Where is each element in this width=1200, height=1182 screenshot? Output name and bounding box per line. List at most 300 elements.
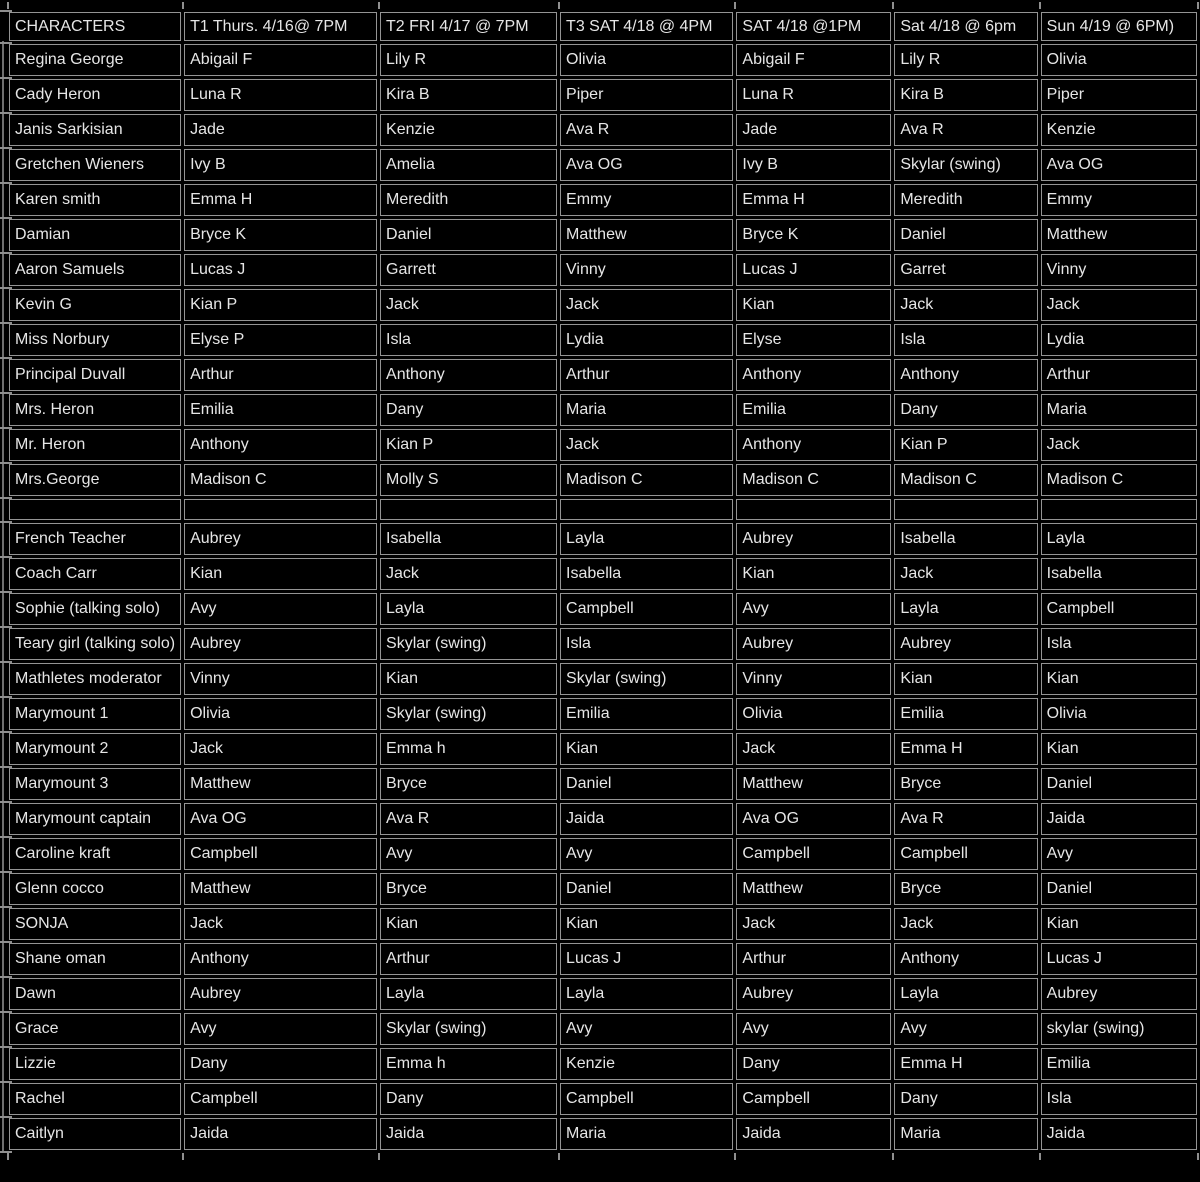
grid-artifact	[0, 322, 12, 324]
cast-cell[interactable]: Skylar (swing)	[380, 628, 557, 660]
cast-cell[interactable]: Dany	[894, 394, 1037, 426]
cast-cell[interactable]: Campbell	[184, 1083, 377, 1115]
cast-cell[interactable]: Kian P	[184, 289, 377, 321]
grid-artifact	[892, 1153, 894, 1160]
cast-cell[interactable]: Anthony	[894, 943, 1037, 975]
cast-row	[9, 289, 1197, 321]
grid-artifact	[0, 766, 12, 768]
cast-cell[interactable]	[736, 499, 891, 520]
cast-cell[interactable]: Daniel	[1041, 873, 1197, 905]
column-header[interactable]: Sun 4/19 @ 6PM)	[1041, 12, 1197, 41]
cast-cell[interactable]: Isabella	[1041, 558, 1197, 590]
cast-cell[interactable]: Emilia	[736, 394, 891, 426]
character-cell[interactable]: Dawn	[9, 978, 181, 1010]
cast-cell[interactable]: Arthur	[380, 943, 557, 975]
grid-artifact	[0, 1116, 12, 1118]
character-cell[interactable]: Mrs.George	[9, 464, 181, 496]
cast-cell[interactable]: Jack	[560, 289, 733, 321]
cast-cell[interactable]: Jack	[736, 908, 891, 940]
grid-artifact	[0, 696, 12, 698]
cast-cell[interactable]: Arthur	[736, 943, 891, 975]
cast-cell[interactable]	[1041, 499, 1197, 520]
grid-artifact	[0, 661, 12, 663]
cast-cell[interactable]: Campbell	[894, 838, 1037, 870]
grid-artifact	[0, 10, 12, 12]
cast-cell[interactable]: Campbell	[184, 838, 377, 870]
cast-cell[interactable]: Campbell	[736, 1083, 891, 1115]
cast-cell[interactable]: Ava OG	[1041, 149, 1197, 181]
cast-row	[9, 394, 1197, 426]
cast-cell[interactable]: Emilia	[894, 698, 1037, 730]
grid-artifact	[734, 2, 736, 9]
cast-cell[interactable]: Kian	[736, 558, 891, 590]
column-header[interactable]: T1 Thurs. 4/16@ 7PM	[184, 12, 377, 41]
grid-artifact	[892, 2, 894, 9]
grid-artifact	[1197, 2, 1199, 9]
grid-artifact	[7, 1153, 9, 1160]
character-cell[interactable]: Principal Duvall	[9, 359, 181, 391]
cast-cell[interactable]: Vinny	[184, 663, 377, 695]
cast-cell[interactable]: Isla	[1041, 1083, 1197, 1115]
cast-cell[interactable]: Olivia	[560, 44, 733, 76]
cast-cell[interactable]: Emmy	[560, 184, 733, 216]
cast-cell[interactable]: Bryce	[894, 873, 1037, 905]
grid-artifact	[182, 2, 184, 9]
cast-cell[interactable]: Kian	[1041, 908, 1197, 940]
cast-cell[interactable]: Jack	[1041, 289, 1197, 321]
cast-cell[interactable]: Piper	[560, 79, 733, 111]
cast-cell[interactable]: Matthew	[184, 873, 377, 905]
character-cell[interactable]	[9, 499, 181, 520]
cast-cell[interactable]: Matthew	[736, 768, 891, 800]
cast-cell[interactable]: Kian	[894, 663, 1037, 695]
cast-row	[9, 254, 1197, 286]
cast-cell[interactable]: Matthew	[560, 219, 733, 251]
character-cell[interactable]: Shane oman	[9, 943, 181, 975]
cast-cell[interactable]: Anthony	[380, 359, 557, 391]
cast-cell[interactable]: Kian	[1041, 733, 1197, 765]
cast-cell[interactable]: Lucas J	[184, 254, 377, 286]
cast-cell[interactable]: Jade	[736, 114, 891, 146]
cast-cell[interactable]: Daniel	[560, 768, 733, 800]
cast-row	[9, 429, 1197, 461]
cast-cell[interactable]: Bryce	[380, 873, 557, 905]
cast-cell[interactable]	[560, 499, 733, 520]
cast-cell[interactable]: Olivia	[184, 698, 377, 730]
cast-cell[interactable]: Campbell	[560, 1083, 733, 1115]
cast-cell[interactable]: Jack	[184, 733, 377, 765]
cast-row	[9, 768, 1197, 800]
cast-cell[interactable]: Anthony	[184, 429, 377, 461]
cast-cell[interactable]: Luna R	[184, 79, 377, 111]
character-cell[interactable]: Gretchen Wieners	[9, 149, 181, 181]
cast-cell[interactable]: Olivia	[736, 698, 891, 730]
cast-cell[interactable]: Lucas J	[1041, 943, 1197, 975]
character-cell[interactable]: Marymount captain	[9, 803, 181, 835]
cast-table-body	[9, 44, 1197, 1150]
cast-cell[interactable]: Luna R	[736, 79, 891, 111]
cast-table	[6, 9, 1200, 1153]
cast-cell[interactable]: Campbell	[1041, 593, 1197, 625]
cast-row	[9, 803, 1197, 835]
cast-cell[interactable]: Maria	[560, 394, 733, 426]
cast-cell[interactable]: Kian	[560, 908, 733, 940]
cast-cell[interactable]: Kenzie	[380, 114, 557, 146]
grid-artifact	[0, 287, 12, 289]
cast-cell[interactable]: Jaida	[1041, 803, 1197, 835]
cast-cell[interactable]: Ava R	[380, 803, 557, 835]
cast-cell[interactable]: Garrett	[380, 254, 557, 286]
cast-cell[interactable]: Ava OG	[736, 803, 891, 835]
character-cell[interactable]: Cady Heron	[9, 79, 181, 111]
cast-cell[interactable]: Jack	[894, 908, 1037, 940]
cast-cell[interactable]: Matthew	[736, 873, 891, 905]
cast-cell[interactable]: Emilia	[1041, 1048, 1197, 1080]
cast-cell[interactable]: Kira B	[894, 79, 1037, 111]
cast-cell[interactable]: Aubrey	[1041, 978, 1197, 1010]
cast-cell[interactable]: Elyse	[736, 324, 891, 356]
cast-cell[interactable]: Dany	[380, 394, 557, 426]
cast-cell[interactable]: Avy	[560, 1013, 733, 1045]
cast-cell[interactable]: Aubrey	[894, 628, 1037, 660]
cast-cell[interactable]: Aubrey	[184, 978, 377, 1010]
cast-cell[interactable]: Lucas J	[560, 943, 733, 975]
cast-cell[interactable]: Isla	[1041, 628, 1197, 660]
grid-artifact	[0, 112, 12, 114]
cast-cell[interactable]: Layla	[560, 978, 733, 1010]
cast-cell[interactable]: Jack	[560, 429, 733, 461]
cast-cell[interactable]: Avy	[184, 1013, 377, 1045]
cast-cell[interactable]: Arthur	[560, 359, 733, 391]
cast-cell[interactable]: Anthony	[894, 359, 1037, 391]
cast-cell[interactable]: Arthur	[184, 359, 377, 391]
character-cell[interactable]: Marymount 2	[9, 733, 181, 765]
cast-cell[interactable]: Ivy B	[736, 149, 891, 181]
grid-artifact	[0, 941, 12, 943]
character-cell[interactable]: Mathletes moderator	[9, 663, 181, 695]
cast-cell[interactable]: Kira B	[380, 79, 557, 111]
cast-cell[interactable]: Abigail F	[736, 44, 891, 76]
cast-cell[interactable]: Elyse P	[184, 324, 377, 356]
cast-cell[interactable]: Madison C	[736, 464, 891, 496]
cast-cell[interactable]: Dany	[184, 1048, 377, 1080]
character-cell[interactable]: Miss Norbury	[9, 324, 181, 356]
grid-artifact	[182, 1153, 184, 1160]
grid-artifact	[1039, 1153, 1041, 1160]
cast-cell[interactable]: Emma H	[736, 184, 891, 216]
character-cell[interactable]: French Teacher	[9, 523, 181, 555]
grid-artifact	[0, 521, 12, 523]
cast-cell[interactable]: Emma h	[380, 733, 557, 765]
character-cell[interactable]: SONJA	[9, 908, 181, 940]
cast-cell[interactable]: Matthew	[184, 768, 377, 800]
character-cell[interactable]: Janis Sarkisian	[9, 114, 181, 146]
cast-cell[interactable]: Avy	[736, 593, 891, 625]
cast-row	[9, 149, 1197, 181]
cast-cell[interactable]: Daniel	[380, 219, 557, 251]
cast-cell[interactable]: Kian	[736, 289, 891, 321]
cast-cell[interactable]: Jack	[736, 733, 891, 765]
cast-cell[interactable]: Meredith	[380, 184, 557, 216]
cast-cell[interactable]: Avy	[894, 1013, 1037, 1045]
cast-cell[interactable]: Bryce	[380, 768, 557, 800]
cast-cell[interactable]: Piper	[1041, 79, 1197, 111]
character-cell[interactable]: Sophie (talking solo)	[9, 593, 181, 625]
cast-cell[interactable]: Daniel	[560, 873, 733, 905]
cast-cell[interactable]: Maria	[894, 1118, 1037, 1150]
cast-cell[interactable]: Jack	[1041, 429, 1197, 461]
grid-artifact	[558, 2, 560, 9]
cast-cell[interactable]: Madison C	[894, 464, 1037, 496]
character-cell[interactable]: Karen smith	[9, 184, 181, 216]
cast-cell[interactable]: Jack	[894, 558, 1037, 590]
grid-artifact	[378, 1153, 380, 1160]
cast-cell[interactable]: Layla	[1041, 523, 1197, 555]
grid-artifact	[0, 976, 12, 978]
cast-row	[9, 698, 1197, 730]
cast-row	[9, 464, 1197, 496]
cast-cell[interactable]: Emma H	[184, 184, 377, 216]
grid-artifact	[0, 801, 12, 803]
grid-artifact	[0, 427, 12, 429]
cast-cell[interactable]: Madison C	[1041, 464, 1197, 496]
cast-cell[interactable]: Kian	[380, 908, 557, 940]
cast-cell[interactable]: Dany	[736, 1048, 891, 1080]
cast-cell[interactable]: Isla	[380, 324, 557, 356]
cast-cell[interactable]: Jaida	[1041, 1118, 1197, 1150]
cast-cell[interactable]: Olivia	[1041, 698, 1197, 730]
cast-cell[interactable]: Skylar (swing)	[894, 149, 1037, 181]
cast-cell[interactable]: Jack	[380, 558, 557, 590]
grid-artifact	[2, 41, 4, 1153]
header-row	[9, 12, 1197, 41]
cast-cell[interactable]: Kian	[1041, 663, 1197, 695]
cast-cell[interactable]: Ava OG	[560, 149, 733, 181]
character-cell[interactable]: Mr. Heron	[9, 429, 181, 461]
grid-artifact	[0, 1151, 12, 1153]
cast-cell[interactable]: Layla	[894, 593, 1037, 625]
cast-cell[interactable]: Dany	[380, 1083, 557, 1115]
cast-cell[interactable]: Molly S	[380, 464, 557, 496]
cast-cell[interactable]: Kenzie	[560, 1048, 733, 1080]
cast-cell[interactable]: Layla	[380, 593, 557, 625]
cast-cell[interactable]: Jack	[184, 908, 377, 940]
cast-cell[interactable]: Kian P	[894, 429, 1037, 461]
cast-row	[9, 978, 1197, 1010]
cast-cell[interactable]: Daniel	[894, 219, 1037, 251]
cast-cell[interactable]: Skylar (swing)	[560, 663, 733, 695]
cast-cell[interactable]: Isabella	[380, 523, 557, 555]
character-cell[interactable]: Caitlyn	[9, 1118, 181, 1150]
grid-artifact	[734, 1153, 736, 1160]
cast-cell[interactable]: Jaida	[736, 1118, 891, 1150]
cast-row	[9, 523, 1197, 555]
cast-cell[interactable]: Bryce K	[736, 219, 891, 251]
cast-cell[interactable]: Emma h	[380, 1048, 557, 1080]
cast-cell[interactable]: Anthony	[184, 943, 377, 975]
character-cell[interactable]: Kevin G	[9, 289, 181, 321]
cast-cell[interactable]: Emilia	[184, 394, 377, 426]
cast-row	[9, 44, 1197, 76]
cast-cell[interactable]: Avy	[560, 838, 733, 870]
cast-cell[interactable]	[380, 499, 557, 520]
cast-cell[interactable]: Anthony	[736, 429, 891, 461]
character-cell[interactable]: Damian	[9, 219, 181, 251]
cast-cell[interactable]: Ava OG	[184, 803, 377, 835]
cast-cell[interactable]: Emma H	[894, 1048, 1037, 1080]
grid-artifact	[7, 2, 9, 9]
cast-cell[interactable]: Maria	[560, 1118, 733, 1150]
character-cell[interactable]: Rachel	[9, 1083, 181, 1115]
cast-cell[interactable]: Layla	[380, 978, 557, 1010]
cast-cell[interactable]: Layla	[894, 978, 1037, 1010]
grid-artifact	[0, 556, 12, 558]
cast-cell[interactable]: Emma H	[894, 733, 1037, 765]
grid-artifact	[0, 836, 12, 838]
cast-cell[interactable]: Abigail F	[184, 44, 377, 76]
cast-cell[interactable]: Kian P	[380, 429, 557, 461]
cast-cell[interactable]: Ivy B	[184, 149, 377, 181]
cast-cell[interactable]: Skylar (swing)	[380, 1013, 557, 1045]
cast-row	[9, 558, 1197, 590]
cast-cell[interactable]: Jaida	[380, 1118, 557, 1150]
cast-cell[interactable]: Matthew	[1041, 219, 1197, 251]
cast-cell[interactable]: Ava R	[894, 114, 1037, 146]
cast-cell[interactable]: Lily R	[380, 44, 557, 76]
cast-cell[interactable]: skylar (swing)	[1041, 1013, 1197, 1045]
grid-artifact	[0, 1011, 12, 1013]
cast-cell[interactable]: Layla	[560, 523, 733, 555]
cast-row	[9, 1118, 1197, 1150]
cast-cell[interactable]: Jade	[184, 114, 377, 146]
cast-cell[interactable]: Madison C	[560, 464, 733, 496]
cast-cell[interactable]: Isabella	[894, 523, 1037, 555]
cast-cell[interactable]: Emmy	[1041, 184, 1197, 216]
character-cell[interactable]: Aaron Samuels	[9, 254, 181, 286]
grid-artifact	[0, 1081, 12, 1083]
cast-row	[9, 219, 1197, 251]
cast-cell[interactable]: Avy	[1041, 838, 1197, 870]
cast-cell[interactable]: Olivia	[1041, 44, 1197, 76]
cast-cell[interactable]: Maria	[1041, 394, 1197, 426]
cast-cell[interactable]: Emilia	[560, 698, 733, 730]
character-cell[interactable]: Glenn cocco	[9, 873, 181, 905]
cast-cell[interactable]: Ava R	[560, 114, 733, 146]
grid-artifact	[0, 731, 12, 733]
cast-cell[interactable]: Jack	[380, 289, 557, 321]
cast-cell[interactable]: Ava R	[894, 803, 1037, 835]
character-cell[interactable]: Teary girl (talking solo)	[9, 628, 181, 660]
cast-cell[interactable]: Meredith	[894, 184, 1037, 216]
column-header[interactable]: CHARACTERS	[9, 12, 181, 41]
cast-cell[interactable]: Vinny	[1041, 254, 1197, 286]
grid-artifact	[558, 1153, 560, 1160]
cast-cell[interactable]: Campbell	[736, 838, 891, 870]
cast-cell[interactable]: Lydia	[560, 324, 733, 356]
cast-cell[interactable]: Jaida	[560, 803, 733, 835]
cast-cell[interactable]: Avy	[380, 838, 557, 870]
cast-cell[interactable]: Aubrey	[736, 628, 891, 660]
grid-artifact	[1197, 1153, 1199, 1160]
cast-cell[interactable]: Kian	[560, 733, 733, 765]
character-cell[interactable]: Mrs. Heron	[9, 394, 181, 426]
cast-cell[interactable]: Campbell	[560, 593, 733, 625]
cast-cell[interactable]: Anthony	[736, 359, 891, 391]
cast-cell[interactable]: Isla	[560, 628, 733, 660]
cast-cell[interactable]: Madison C	[184, 464, 377, 496]
cast-cell[interactable]: Aubrey	[184, 628, 377, 660]
cast-cell[interactable]: Daniel	[1041, 768, 1197, 800]
character-cell[interactable]: Grace	[9, 1013, 181, 1045]
cast-cell[interactable]: Aubrey	[184, 523, 377, 555]
cast-cell[interactable]	[894, 499, 1037, 520]
column-header[interactable]: T2 FRI 4/17 @ 7PM	[380, 12, 557, 41]
cast-cell[interactable]: Lydia	[1041, 324, 1197, 356]
cast-cell[interactable]: Jaida	[184, 1118, 377, 1150]
cast-cell[interactable]: Kian	[184, 558, 377, 590]
cast-cell[interactable]: Skylar (swing)	[380, 698, 557, 730]
character-cell[interactable]: Coach Carr	[9, 558, 181, 590]
grid-artifact	[0, 906, 12, 908]
cast-cell[interactable]: Jack	[894, 289, 1037, 321]
spacer-row	[9, 499, 1197, 520]
grid-artifact	[378, 2, 380, 9]
grid-artifact	[0, 252, 12, 254]
cast-row	[9, 873, 1197, 905]
cast-cell[interactable]: Bryce K	[184, 219, 377, 251]
grid-artifact	[1039, 2, 1041, 9]
cast-row	[9, 663, 1197, 695]
grid-artifact	[0, 392, 12, 394]
cast-cell[interactable]: Aubrey	[736, 523, 891, 555]
character-cell[interactable]: Marymount 1	[9, 698, 181, 730]
grid-artifact	[0, 217, 12, 219]
cast-cell[interactable]: Dany	[894, 1083, 1037, 1115]
cast-cell[interactable]: Isla	[894, 324, 1037, 356]
character-cell[interactable]: Lizzie	[9, 1048, 181, 1080]
column-header[interactable]: T3 SAT 4/18 @ 4PM	[560, 12, 733, 41]
cast-cell[interactable]: Amelia	[380, 149, 557, 181]
grid-artifact	[0, 1046, 12, 1048]
character-cell[interactable]: Regina George	[9, 44, 181, 76]
grid-artifact	[0, 357, 12, 359]
cast-row	[9, 838, 1197, 870]
column-header[interactable]: SAT 4/18 @1PM	[736, 12, 891, 41]
cast-cell[interactable]: Kenzie	[1041, 114, 1197, 146]
column-header[interactable]: Sat 4/18 @ 6pm	[894, 12, 1037, 41]
cast-cell[interactable]: Lucas J	[736, 254, 891, 286]
cast-cell[interactable]: Avy	[184, 593, 377, 625]
cast-cell[interactable]: Garret	[894, 254, 1037, 286]
cast-cell[interactable]: Aubrey	[736, 978, 891, 1010]
grid-artifact	[0, 626, 12, 628]
cast-cell[interactable]: Lily R	[894, 44, 1037, 76]
cast-cell[interactable]: Vinny	[736, 663, 891, 695]
cast-cell[interactable]	[184, 499, 377, 520]
cast-cell[interactable]: Isabella	[560, 558, 733, 590]
cast-cell[interactable]: Avy	[736, 1013, 891, 1045]
cast-row	[9, 943, 1197, 975]
cast-cell[interactable]: Kian	[380, 663, 557, 695]
character-cell[interactable]: Marymount 3	[9, 768, 181, 800]
cast-row	[9, 1048, 1197, 1080]
cast-row	[9, 628, 1197, 660]
cast-cell[interactable]: Arthur	[1041, 359, 1197, 391]
cast-cell[interactable]: Bryce	[894, 768, 1037, 800]
character-cell[interactable]: Caroline kraft	[9, 838, 181, 870]
cast-cell[interactable]: Vinny	[560, 254, 733, 286]
grid-artifact	[0, 591, 12, 593]
